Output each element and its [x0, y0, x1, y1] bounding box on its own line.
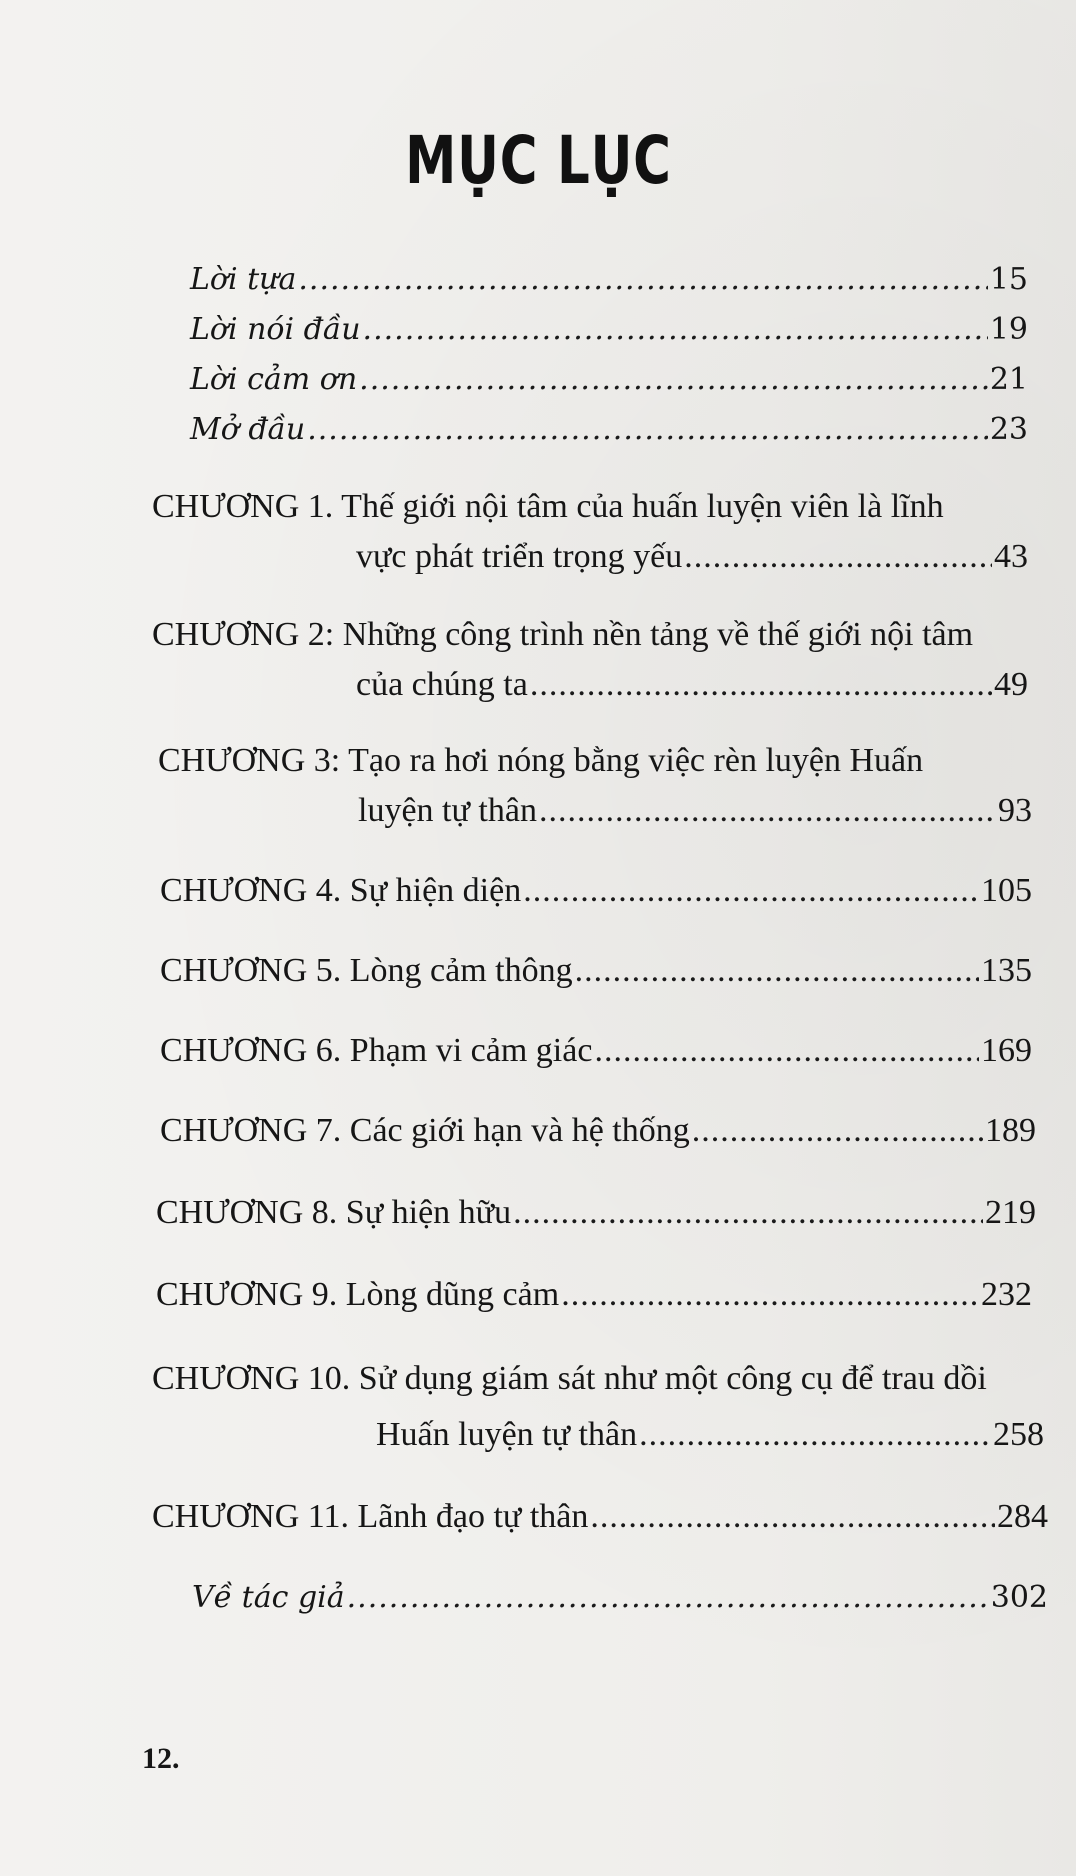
entry-page: 219: [985, 1194, 1036, 1231]
toc-entry-introduction: [190, 412, 1028, 447]
chapter-title-cont: của chúng ta: [356, 666, 528, 703]
dot-leader: [307, 412, 988, 447]
dot-leader: [684, 538, 992, 576]
toc-entry-about-author: [192, 1580, 1048, 1615]
toc-chapter-11: [152, 1498, 1048, 1536]
dot-leader: [298, 262, 987, 297]
toc-chapter-2-cont: [356, 666, 1028, 704]
toc-chapter-9: [156, 1276, 1032, 1314]
dot-leader: [639, 1416, 991, 1454]
chapter-prefix: CHƯƠNG 11.: [152, 1498, 350, 1535]
dot-leader: [363, 312, 988, 347]
chapter-title: Phạm vi cảm giác: [349, 1032, 593, 1069]
toc-entry-acknowledgements: [190, 362, 1028, 397]
chapter-title: Sự hiện diện: [349, 872, 522, 909]
entry-page: 49: [994, 666, 1028, 703]
dot-leader: [594, 1032, 979, 1070]
chapter-title: Những công trình nền tảng về thế giới nội tâm: [342, 616, 974, 653]
toc-chapter-5: [160, 952, 1032, 990]
chapter-prefix: CHƯƠNG 6.: [160, 1032, 342, 1069]
toc-chapter-10-cont: [376, 1416, 1044, 1454]
dot-leader: [590, 1498, 995, 1536]
entry-page: 232: [981, 1276, 1032, 1313]
dot-leader: [513, 1194, 983, 1232]
chapter-title: Các giới hạn và hệ thống: [349, 1112, 690, 1149]
entry-page: 302: [990, 1580, 1048, 1615]
entry-page: 284: [997, 1498, 1048, 1535]
chapter-prefix: CHƯƠNG 5.: [160, 952, 342, 989]
toc-title: MỤC LỤC: [405, 122, 672, 199]
dot-leader: [692, 1112, 983, 1150]
chapter-prefix: CHƯƠNG 1.: [152, 488, 334, 525]
toc-entry-foreword: [190, 312, 1028, 347]
chapter-prefix: CHƯƠNG 2:: [152, 616, 335, 653]
entry-label: Lời cảm ơn: [190, 362, 358, 397]
entry-page: 19: [989, 312, 1028, 347]
chapter-title-cont: Huấn luyện tự thân: [376, 1416, 638, 1453]
chapter-prefix: CHƯƠNG 9.: [156, 1276, 338, 1313]
chapter-title-cont: luyện tự thân: [358, 792, 537, 829]
toc-chapter-3-cont: [358, 792, 1032, 830]
chapter-title: Lòng cảm thông: [349, 952, 573, 989]
dot-leader: [359, 362, 988, 397]
entry-page: 93: [998, 792, 1032, 829]
entry-page: 105: [981, 872, 1032, 909]
entry-label: Lời tựa: [190, 262, 297, 297]
chapter-prefix: CHƯƠNG 7.: [160, 1112, 342, 1149]
toc-entry-preface: [190, 262, 1028, 297]
chapter-title: Lãnh đạo tự thân: [357, 1498, 589, 1535]
page-number: 12.: [142, 1742, 180, 1775]
dot-leader: [530, 666, 992, 704]
chapter-prefix: CHƯƠNG 10.: [152, 1360, 351, 1397]
toc-chapter-2: [152, 616, 973, 654]
entry-label: Về tác giả: [192, 1580, 345, 1615]
entry-page: 15: [989, 262, 1028, 297]
dot-leader: [575, 952, 979, 990]
entry-page: 135: [981, 952, 1032, 989]
entry-page: 189: [985, 1112, 1036, 1149]
dot-leader: [539, 792, 996, 830]
chapter-prefix: CHƯƠNG 4.: [160, 872, 342, 909]
toc-chapter-8: [156, 1194, 1036, 1232]
toc-chapter-10: [152, 1360, 987, 1398]
entry-page: 43: [994, 538, 1028, 575]
chapter-title-cont: vực phát triển trọng yếu: [356, 538, 683, 575]
entry-label: Mở đầu: [190, 412, 306, 447]
toc-chapter-3: [158, 742, 923, 780]
toc-chapter-6: [160, 1032, 1032, 1070]
chapter-title: Sự hiện hữu: [345, 1194, 512, 1231]
entry-page: 258: [993, 1416, 1044, 1453]
chapter-title: Tạo ra hơi nóng bằng việc rèn luyện Huấn: [348, 742, 924, 779]
entry-page: 21: [989, 362, 1028, 397]
chapter-prefix: CHƯƠNG 3:: [158, 742, 341, 779]
dot-leader: [347, 1580, 989, 1615]
toc-chapter-1: [152, 488, 944, 526]
entry-page: 23: [989, 412, 1028, 447]
chapter-title: Sử dụng giám sát như một công cụ để trau dồi: [358, 1360, 987, 1397]
chapter-title: Thế giới nội tâm của huấn luyện viên là lĩnh: [341, 488, 944, 525]
toc-chapter-1-cont: [356, 538, 1028, 576]
dot-leader: [561, 1276, 979, 1314]
entry-page: 169: [981, 1032, 1032, 1069]
entry-label: Lời nói đầu: [190, 312, 361, 347]
chapter-title: Lòng dũng cảm: [345, 1276, 560, 1313]
dot-leader: [523, 872, 979, 910]
toc-chapter-7: [160, 1112, 1036, 1150]
toc-chapter-4: [160, 872, 1032, 910]
chapter-prefix: CHƯƠNG 8.: [156, 1194, 338, 1231]
